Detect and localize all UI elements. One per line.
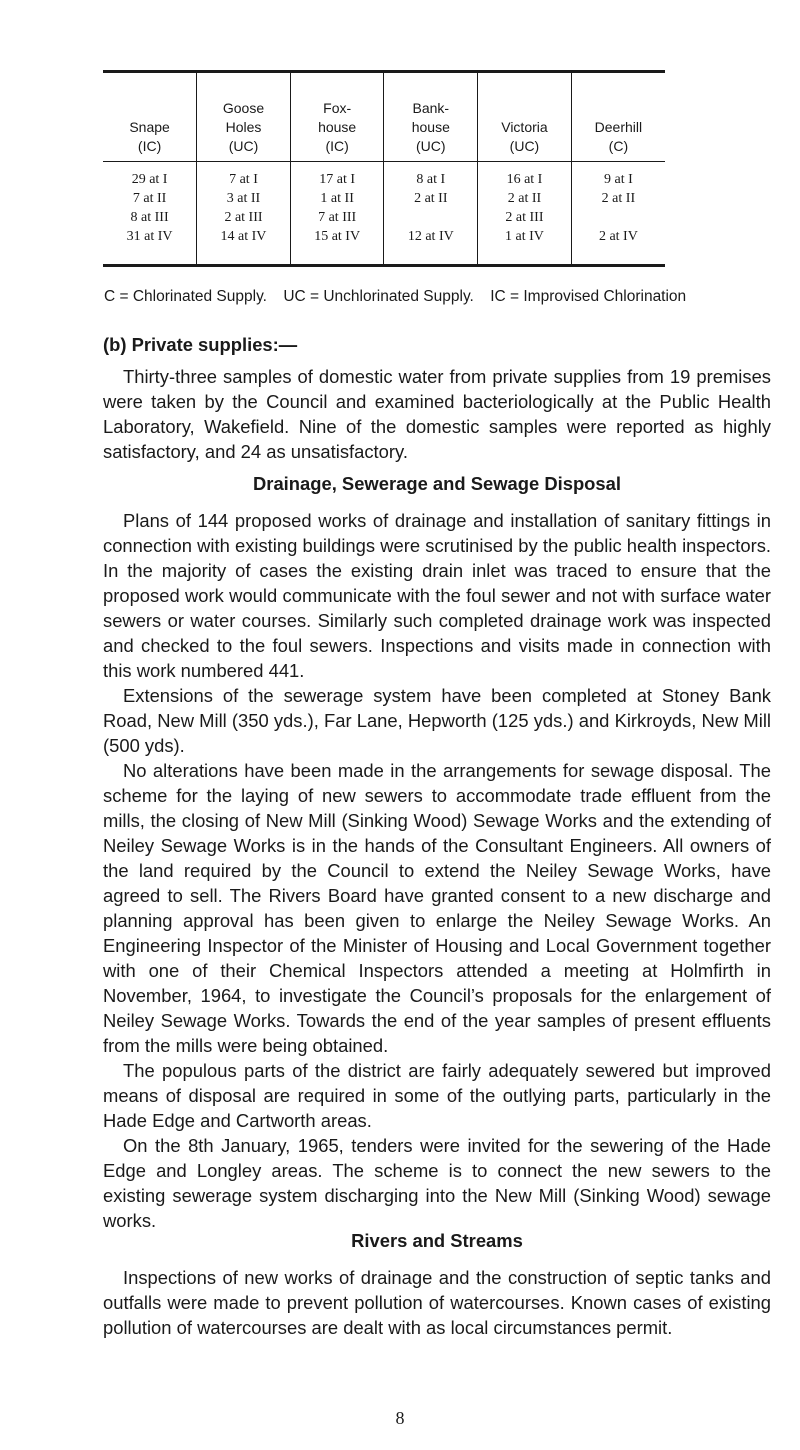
legend-chlorinated: C = Chlorinated Supply. (104, 288, 267, 305)
table-cell: 8 at I 2 at II 12 at IV (384, 162, 478, 265)
paragraph: On the 8th January, 1965, tenders were invited for the sewering of the Hade Edge and Longley areas. The scheme is to connect the new sewers to the existing sewerage system discharging into the New Mill (Sinking Wood) sewage works. (103, 1135, 771, 1231)
table-cell: 16 at I 2 at II 2 at III 1 at IV (478, 162, 572, 265)
drainage-heading: Drainage, Sewerage and Sewage Disposal (253, 473, 621, 494)
legend-improvised: IC = Improvised Chlorination (490, 288, 687, 305)
paragraph: Thirty-three samples of domestic water from private supplies from 19 premises were taken by the Council and examined bacteriologically at the Public Health Laboratory, Wakefield. Nine of the domestic samples were reported as highly satisfactory, and 24 as unsatisfactory. (103, 366, 771, 462)
private-supplies-text (103, 364, 771, 464)
table-legend (104, 288, 794, 306)
column-header: Fox- house (IC) (290, 73, 384, 162)
column-header: Goose Holes (UC) (197, 73, 291, 162)
table-header-row (103, 73, 665, 162)
table-cell: 9 at I 2 at II 2 at IV (571, 162, 665, 265)
table-row (103, 162, 665, 265)
paragraph: The populous parts of the district are fairly adequately sewered but improved means of disposal are required in some of the outlying parts, particularly in the Hade Edge and Cartworth areas. (103, 1060, 771, 1131)
drainage-text (103, 508, 771, 1233)
page-number: 8 (395, 1408, 405, 1428)
private-supplies-heading: (b) Private supplies:— (103, 334, 298, 355)
paragraph: Plans of 144 proposed works of drainage and installation of sanitary fittings in connection with existing buildings were scrutinised by the public health inspectors. In the majority of cases the existing drain inlet was traced to ensure that the proposed work would communicate with the foul sewer and not with surface water sewers or water courses. Similarly such completed drainage work was inspected and checked to the foul sewers. Inspections and visits made in connection with this work numbered 441. (103, 510, 771, 681)
paragraph: No alterations have been made in the arrangements for sewage disposal. The scheme for the laying of new sewers to accommodate trade effluent from the mills, the closing of New Mill (Sinking Wood) Sewage Works and the extending of Neiley Sewage Works is in the hands of the Consultant Engineers. All owners of the land required by the Council to extend the Neiley Sewage Works, have agreed to sell. The Rivers Board have granted consent to a new discharge and planning approval has been given to enlarge the Neiley Sewage Works. An Engineering Inspector of the Minister of Housing and Local Government together with one of their Chemical Inspectors attended a meeting at Holmfirth in November, 1964, to investigate the Council’s proposals for the enlargement of Neiley Sewage Works. Towards the end of the year samples of present effluents from the mills were being obtained. (103, 760, 771, 1056)
column-header: Victoria (UC) (478, 73, 572, 162)
paragraph: Inspections of new works of drainage and the construction of septic tanks and outfalls were made to prevent pollution of watercourses. Known cases of existing pollution of watercourses are dealt with as local circumstances permit. (103, 1267, 771, 1338)
column-header: Snape (IC) (103, 73, 197, 162)
column-header: Deerhill (C) (571, 73, 665, 162)
table-cell: 29 at I 7 at II 8 at III 31 at IV (126, 172, 173, 244)
rivers-text (103, 1265, 771, 1340)
table-cell: 7 at I 3 at II 2 at III 14 at IV (197, 162, 291, 265)
table-cell: 17 at I 1 at II 7 at III 15 at IV (290, 162, 384, 265)
rivers-heading: Rivers and Streams (351, 1230, 523, 1251)
column-header: Bank- house (UC) (384, 73, 478, 162)
water-samples-table (103, 70, 665, 267)
paragraph: Extensions of the sewerage system have been completed at Stoney Bank Road, New Mill (350 yds.), Far Lane, Hepworth (125 yds.) and Kirkroyds, New Mill (500 yds). (103, 685, 771, 756)
legend-unchlorinated: UC = Unchlorinated Supply. (283, 288, 474, 305)
